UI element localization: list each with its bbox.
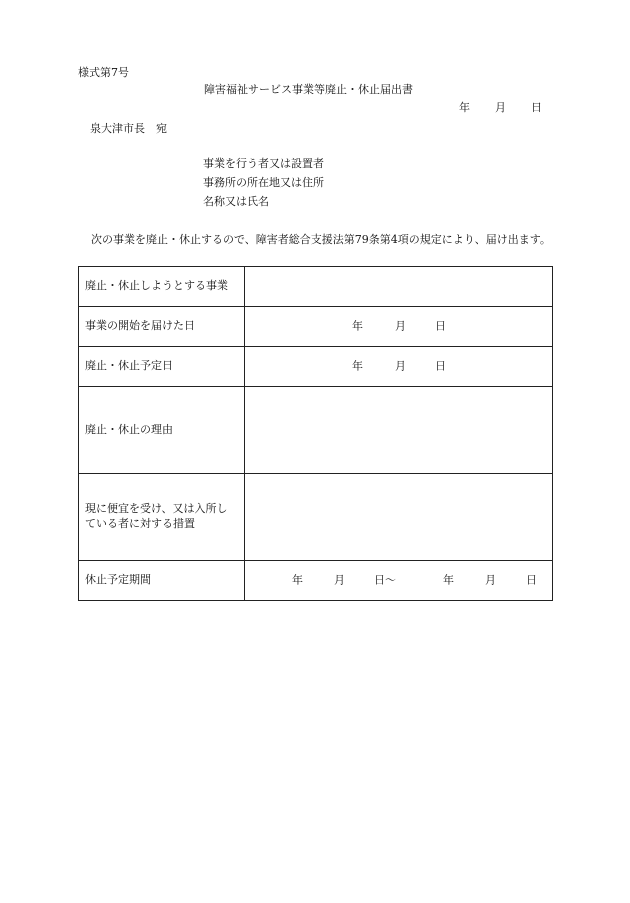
date-month: 月 [495, 101, 506, 114]
notification-table [78, 266, 553, 601]
row-label-business: 廃止・休止しようとする事業 [79, 267, 245, 307]
table-row [79, 561, 553, 601]
applicant-name-label: 名称又は氏名 [203, 195, 269, 208]
reason-cell[interactable] [245, 387, 553, 474]
period-to-month: 月 [485, 573, 496, 587]
period-to-year: 年 [443, 573, 454, 587]
applicant-operator-label: 事業を行う者又は設置者 [203, 157, 324, 170]
applicant-address-label: 事務所の所在地又は住所 [203, 176, 324, 189]
start-date-cell[interactable] [245, 307, 553, 347]
row-label-start-date: 事業の開始を届けた日 [79, 307, 245, 347]
row-label-planned-date: 廃止・休止予定日 [79, 347, 245, 387]
period-from-year: 年 [292, 573, 303, 587]
table-row [79, 267, 553, 307]
period-from-day: 日～ [374, 573, 396, 587]
start-date-month: 月 [395, 319, 406, 333]
start-date-year: 年 [352, 319, 363, 333]
form-number: 様式第7号 [78, 66, 129, 79]
applicant-block [203, 157, 324, 214]
document-title: 障害福祉サービス事業等廃止・休止届出書 [204, 83, 413, 96]
period-from-month: 月 [334, 573, 345, 587]
planned-date-year: 年 [352, 359, 363, 373]
submission-date [459, 101, 542, 116]
suspension-period-cell[interactable] [245, 561, 553, 601]
period-to-day: 日 [526, 573, 537, 587]
business-value-cell[interactable] [245, 267, 553, 307]
row-label-measures: 現に便宜を受け、又は入所している者に対する措置 [79, 474, 245, 561]
row-label-suspension-period: 休止予定期間 [79, 561, 245, 601]
date-day: 日 [531, 101, 542, 114]
row-label-reason: 廃止・休止の理由 [79, 387, 245, 474]
table-row [79, 387, 553, 474]
table-row [79, 474, 553, 561]
planned-date-month: 月 [395, 359, 406, 373]
planned-date-cell[interactable] [245, 347, 553, 387]
addressee: 泉大津市長 宛 [90, 122, 167, 135]
intro-statement: 次の事業を廃止・休止するので、障害者総合支援法第79条第4項の規定により、届け出ます。 [91, 233, 551, 246]
table-row [79, 347, 553, 387]
table-row [79, 307, 553, 347]
measures-cell[interactable] [245, 474, 553, 561]
date-year: 年 [459, 101, 470, 114]
start-date-day: 日 [435, 319, 446, 333]
planned-date-day: 日 [435, 359, 446, 373]
